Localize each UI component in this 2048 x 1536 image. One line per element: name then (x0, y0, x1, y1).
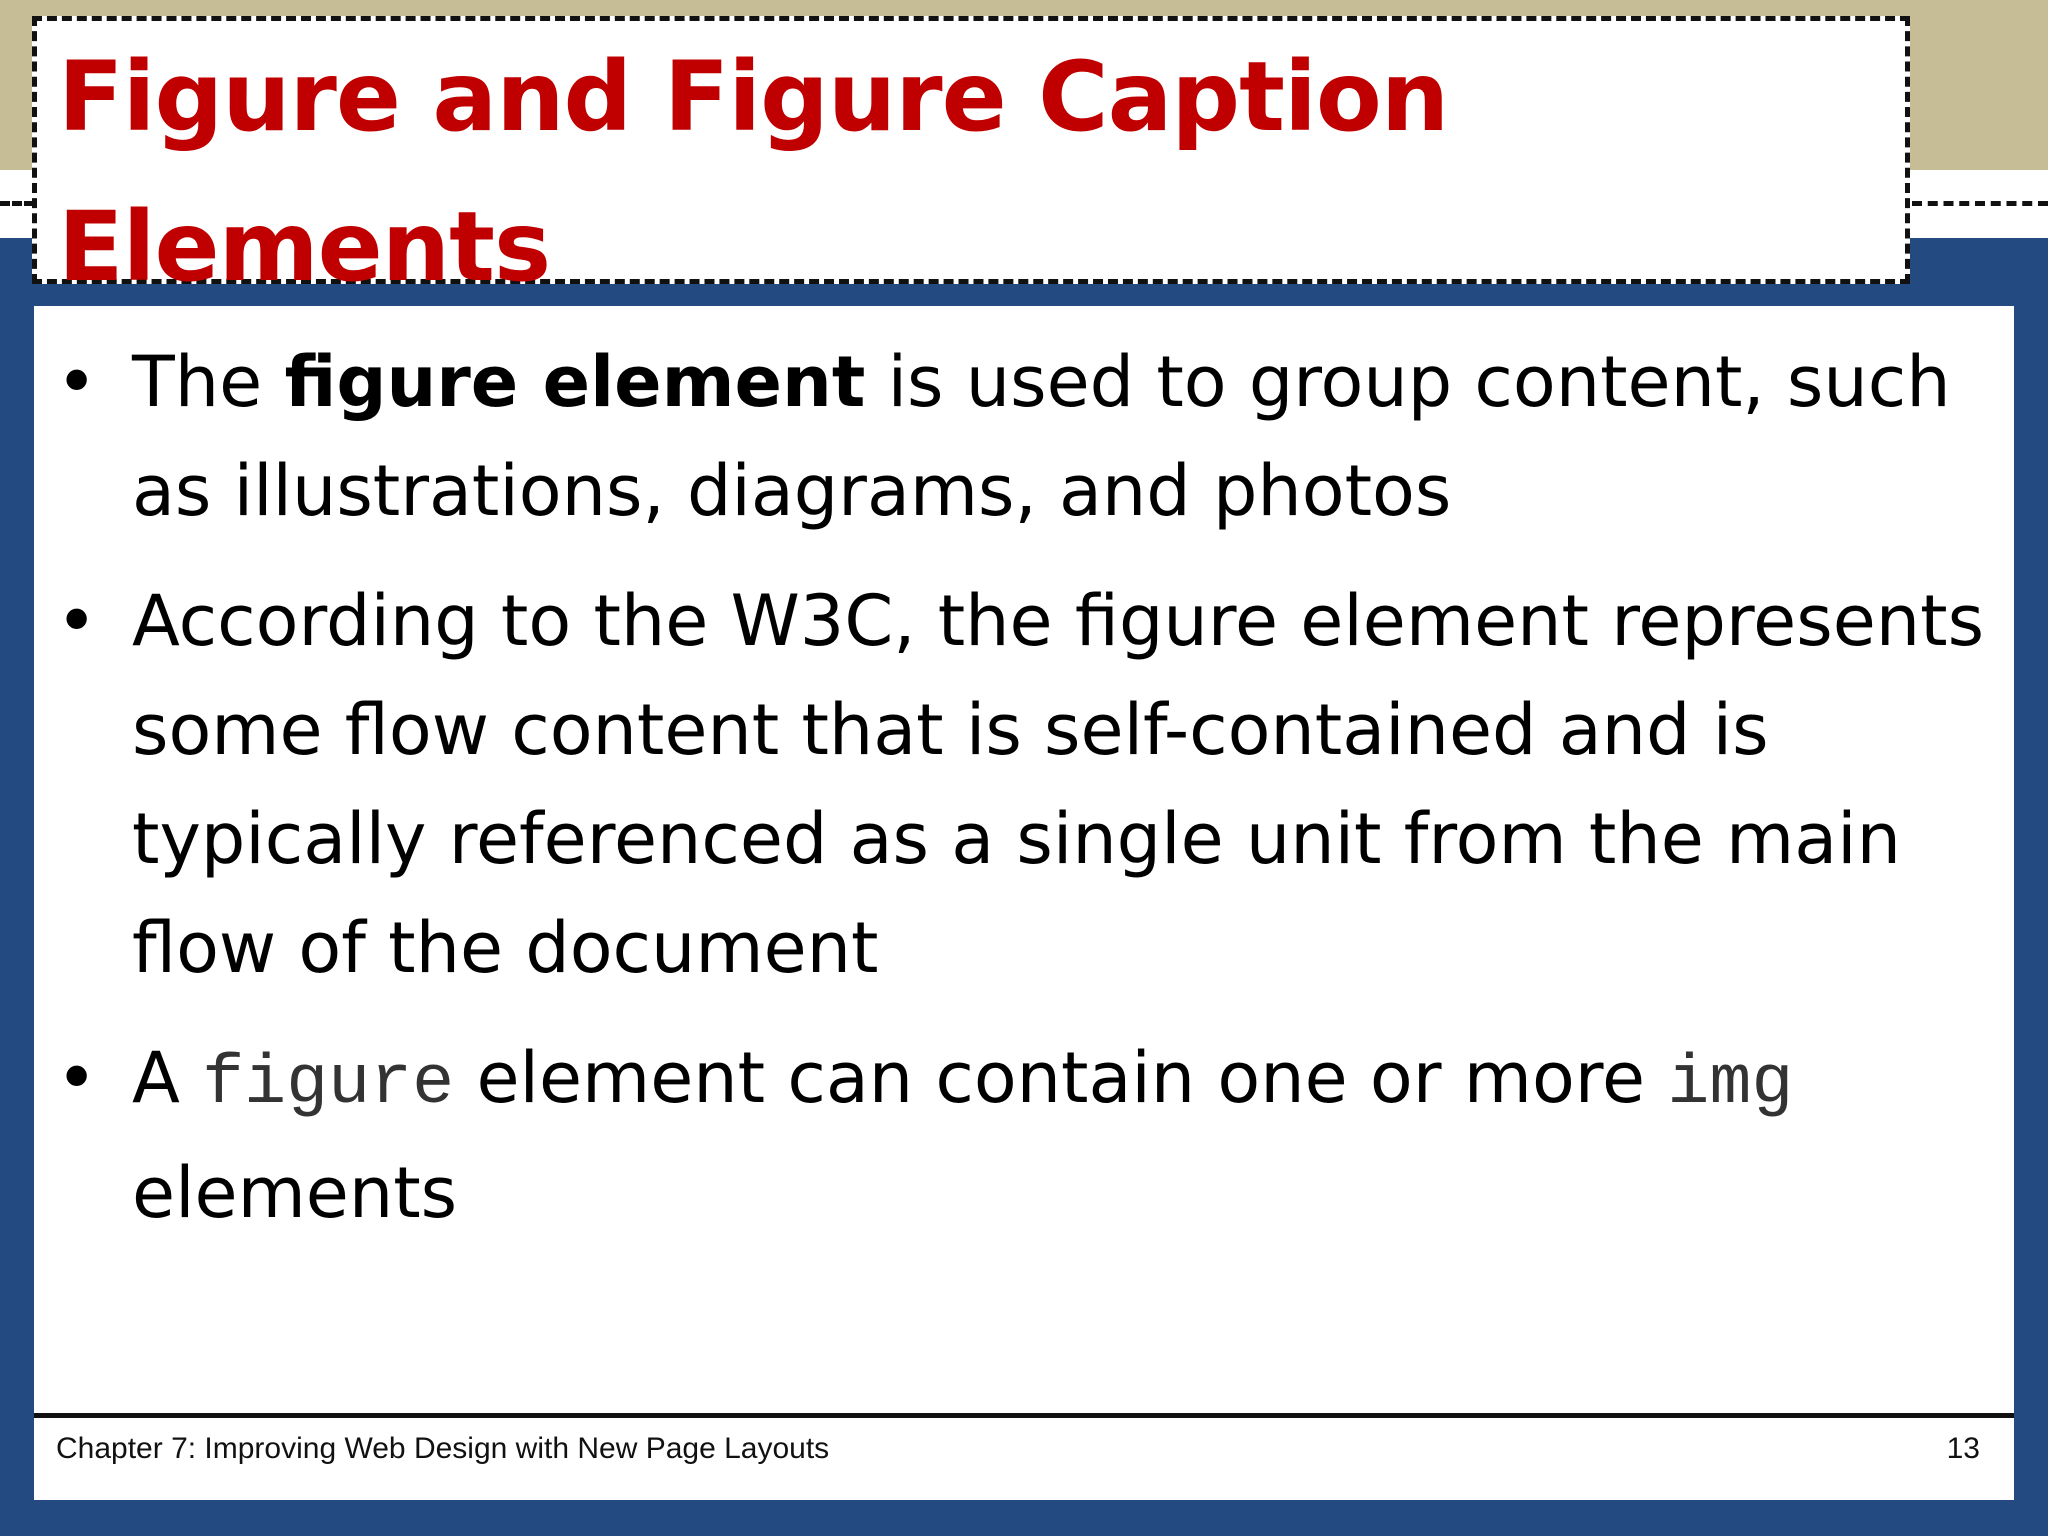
bullet-item-figure-element (56, 328, 1996, 546)
bullet-text: elements (132, 1152, 458, 1234)
footer-chapter-label: Chapter 7: Improving Web Design with New Page Layouts (56, 1432, 830, 1465)
slide-title: Figure and Figure Caption Elements (58, 41, 1449, 303)
bullet-list (56, 328, 1996, 1269)
bullet-bold-term: figure element (284, 341, 866, 423)
bullet-icon: • (56, 1037, 98, 1119)
footer-rule (34, 1413, 2014, 1418)
bullet-item-w3c (56, 567, 1996, 1003)
bullet-text: is used to group content, such as illustrations, diagrams, and photos (132, 341, 1951, 532)
code-keyword-figure: figure (202, 1045, 455, 1124)
bullet-text: According to the W3C, the figure element represents some flow content that is self-contained and is typically referenced as a single unit from the main flow of the document (132, 580, 1985, 989)
bullet-text: The (132, 341, 285, 423)
dashed-divider-left (0, 201, 34, 206)
bullet-icon: • (56, 580, 98, 662)
code-keyword-img: img (1667, 1045, 1794, 1124)
dashed-divider-right (1912, 201, 2048, 206)
bullet-text: element can contain one or more (454, 1037, 1668, 1119)
bullet-item-img-elements (56, 1024, 1996, 1248)
bullet-text: A (132, 1037, 203, 1119)
page-number: 13 (1946, 1432, 1980, 1465)
bullet-icon: • (56, 341, 98, 423)
